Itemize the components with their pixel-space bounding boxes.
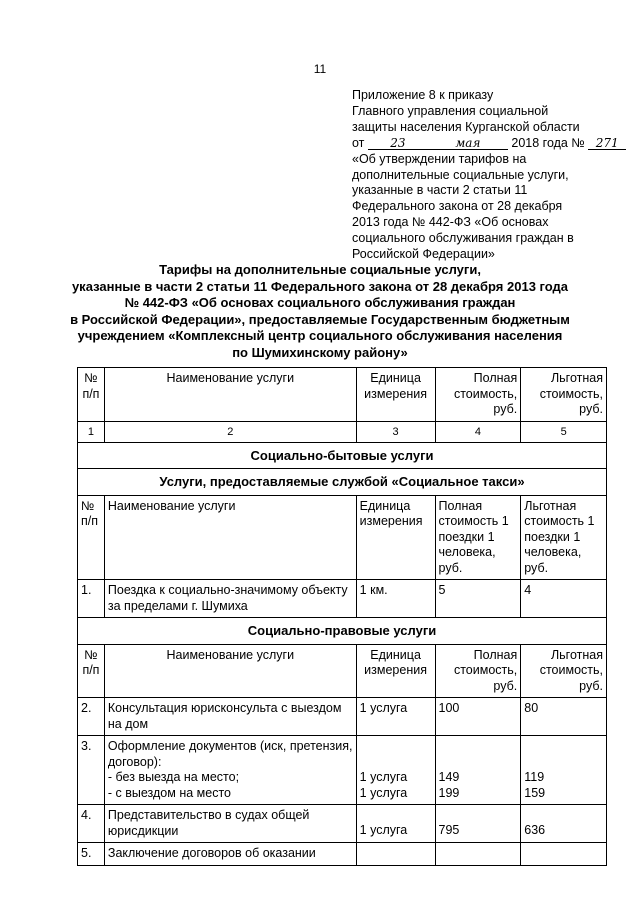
row-num: 5. (78, 843, 105, 866)
row-full-price: 795 (435, 805, 521, 843)
row-full-price: 100 (435, 698, 521, 736)
row-pref-price: 636 (521, 805, 607, 843)
col-number: 3 (356, 421, 435, 442)
row-name: Представительство в судах общей юрисдикции (104, 805, 356, 843)
row-pref-price (521, 736, 607, 805)
header-name: Наименование услуги (104, 495, 356, 580)
col-number: 4 (435, 421, 521, 442)
handwritten-month: мая (428, 137, 508, 150)
header-pref-price: Льготная стоимость 1 поездки 1 человека, руб. (521, 495, 607, 580)
appendix-line: защиты населения Курганской области (352, 119, 580, 134)
header-num: № п/п (78, 368, 105, 422)
title-line: учреждением «Комплексный центр социального обслуживания населения (77, 328, 563, 343)
appendix-line: Федерального закона от 28 декабря (352, 199, 563, 214)
row-unit (356, 736, 435, 805)
appendix-line: указанные в части 2 статьи 11 (352, 183, 528, 198)
row-pref-value: 119 (524, 770, 545, 784)
row-full-value: 149 (438, 770, 460, 784)
title-line: в Российской Федерации», предоставляемые Государственным бюджетным (70, 311, 570, 327)
row-name: Заключение договоров об оказании (104, 843, 356, 866)
col-number: 5 (521, 421, 607, 442)
row-full-value: 199 (438, 785, 460, 800)
header-full-price: Полная стоимость 1 поездки 1 человека, руб. (435, 495, 521, 580)
header-full-price: Полная стоимость, руб. (435, 644, 521, 698)
row-full-price: 5 (435, 580, 521, 618)
row-unit-value: 1 услуга (359, 785, 408, 800)
appendix-date-line (352, 136, 622, 152)
row-name: Поездка к социально-значимому объекту за пределами г. Шумиха (104, 580, 356, 618)
row-pref-price (521, 843, 607, 866)
section-row (78, 442, 607, 469)
appendix-header (352, 88, 622, 263)
row-name (104, 736, 356, 805)
table-header-row (78, 495, 607, 580)
header-name: Наименование услуги (104, 644, 356, 698)
col-number: 1 (78, 421, 105, 442)
date-prefix: от (352, 135, 365, 150)
header-unit: Единица измерения (356, 495, 435, 580)
appendix-line: «Об утверждении тарифов на (352, 151, 527, 166)
row-num: 4. (78, 805, 105, 843)
header-num: № п/п (78, 644, 105, 698)
appendix-line: Главного управления социальной (352, 103, 549, 118)
table-header-row (78, 368, 607, 422)
title-line: по Шумихинскому району» (232, 344, 408, 360)
subsection-title: Услуги, предоставляемые службой «Социальное такси» (78, 469, 607, 496)
table-row (78, 843, 607, 866)
section-title: Социально-правовые услуги (78, 618, 607, 645)
row-full-price (435, 843, 521, 866)
row-unit: 1 км. (356, 580, 435, 618)
appendix-line: Приложение 8 к приказу (352, 88, 494, 102)
table-row (78, 805, 607, 843)
table-row (78, 698, 607, 736)
appendix-line: 2013 года № 442-ФЗ «Об основах (352, 215, 549, 230)
page-number: 11 (313, 62, 327, 76)
column-numbers-row (78, 421, 607, 442)
appendix-line: дополнительные социальные услуги, (352, 167, 569, 182)
header-num: № п/п (78, 495, 105, 580)
title-line: № 442-ФЗ «Об основах социального обслуживания граждан (124, 295, 516, 310)
handwritten-doc-number: 271 (588, 137, 626, 150)
header-pref-price: Льготная стоимость, руб. (521, 644, 607, 698)
row-name: Консультация юрисконсульта с выездом на дом (104, 698, 356, 736)
header-unit: Единица измерения (356, 644, 435, 698)
row-unit (356, 843, 435, 866)
row-unit: 1 услуга (356, 698, 435, 736)
table-header-row (78, 644, 607, 698)
appendix-line: Российской Федерации» (352, 247, 495, 262)
subsection-row (78, 469, 607, 496)
handwritten-day: 23 (368, 137, 428, 150)
header-unit: Единица измерения (356, 368, 435, 422)
appendix-line: социального обслуживания граждан в (352, 231, 574, 246)
header-pref-price: Льготная стоимость, руб. (521, 368, 607, 422)
header-full-price: Полная стоимость, руб. (435, 368, 521, 422)
row-unit-value: 1 услуга (359, 770, 408, 784)
title-line: Тарифы на дополнительные социальные услуги, (159, 262, 481, 277)
row-name-sub: - с выездом на место (107, 785, 231, 800)
col-number: 2 (104, 421, 356, 442)
table-row (78, 736, 607, 805)
section-title: Социально-бытовые услуги (78, 442, 607, 469)
date-year: 2018 года № (511, 135, 585, 150)
row-num: 3. (78, 736, 105, 805)
row-name-main: Оформление документов (иск, претензия, договор): (107, 739, 353, 769)
row-unit: 1 услуга (356, 805, 435, 843)
table-row (78, 580, 607, 618)
row-num: 2. (78, 698, 105, 736)
section-row (78, 618, 607, 645)
document-title (40, 262, 600, 361)
tariffs-table (77, 367, 607, 866)
row-pref-price: 80 (521, 698, 607, 736)
row-pref-price: 4 (521, 580, 607, 618)
row-name-sub: - без выезда на место; (107, 770, 240, 784)
row-full-price (435, 736, 521, 805)
row-pref-value: 159 (524, 785, 546, 800)
row-num: 1. (78, 580, 105, 618)
header-name: Наименование услуги (104, 368, 356, 422)
title-line: указанные в части 2 статьи 11 Федерального закона от 28 декабря 2013 года (71, 278, 569, 294)
